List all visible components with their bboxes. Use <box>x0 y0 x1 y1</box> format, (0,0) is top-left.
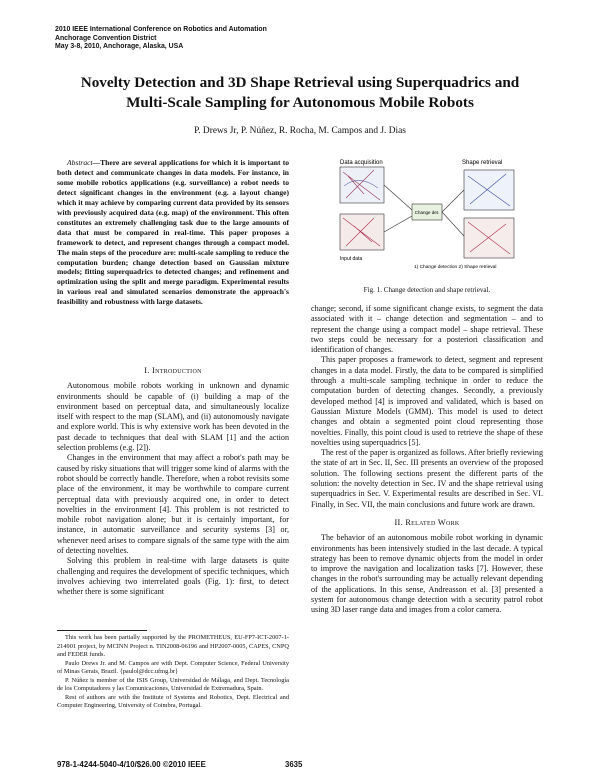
conference-header <box>55 26 267 52</box>
title-line-2: Multi-Scale Sampling for Autonomous Mobile Robots <box>126 94 474 111</box>
header-line-2: Anchorage Convention District <box>55 34 157 42</box>
footnote-4: Rest of authors are with the Institute of Systems and Robotics, Dept. Electrical and Computer Engineering, University of Coimbra, Portugal. <box>57 693 289 710</box>
footnote-1: This work has been partially supported by the PROMETHEUS, EU-FP7-ICT-2007-1-214901 project, by MCINN Project n. TIN2008-06196 and HP2007-0005, CAPES, CNPQ and FEDER funds. <box>57 634 289 659</box>
header-line-1: 2010 IEEE International Conference on Robotics and Automation <box>55 26 267 33</box>
right-paragraph-1: change; second, if some significant change exists, to segment the data associated with it – change detection and segmentation – and to represent the change using a compact model – shape retrieval. These two steps could be necessary for a posteriori classification and identification of changes. <box>311 304 543 355</box>
title-line-1: Novelty Detection and 3D Shape Retrieval using Superquadrics and <box>80 74 520 91</box>
abstract-text: —There are several applications for which it is important to both detect and communicate changes in data models. For instance, in some mobile robotics applications (e.g. surveillance) a robot needs to detect significant changes in the environment (e.g. a layout change) which it may achieve by comparing current data provided by its sensors with previously acquired data (e.g. map) of the environment. This often constitutes an extremely challenging task due to the large amounts of data that must be compared in real-time. This paper proposes a framework to detect, and represent changes through a compact model. The main steps of the procedure are: multi-scale sampling to reduce the computation burden; change detection based on Gaussian mixture models; fitting superquadrics to detected changes; and refinement and optimization using the split and merge paradigm. Experimental results in various real and simulated scenarios demonstrate the approach's feasibility and robustness with large datasets. <box>57 158 289 307</box>
intro-paragraph-2: Changes in the environment that may affect a robot's path may be caused by risky situations that will trigger some kind of alarms with the robot should be correctly handle. Therefore, when a robot revisits some place of the environment, it may be worthwhile to compare current perceptual data with previously acquired one, in order to detect novelties in the environment [4]. This problem is not restricted to mobile robot navigation alone; but it is certainly important, for instance, in automatic surveillance and security systems [3] or, whenever need arises to compare signals of the same type with the aim of detecting novelties. <box>57 453 289 556</box>
section-heading-introduction: I. Introduction <box>144 366 202 375</box>
fig-step-label: 1) Change detection 2) Shape retrieval <box>414 265 497 270</box>
footnote-2: Paulo Drews Jr. and M. Campos are with Dept. Computer Science, Federal University of Minas Gerais, Brazil. {paulol@dcc.ufmg.br} <box>57 659 289 676</box>
section-heading-related-work: II. Related Work <box>394 517 460 527</box>
footer-isbn: 978-1-4244-5040-4/10/$26.00 ©2010 IEEE <box>57 760 206 769</box>
intro-paragraph-1: Autonomous mobile robots working in unknown and dynamic environments should be capable of (i) building a map of the environment based on perceptual data, and simultaneously localize itself with respect to the map (SLAM), and (ii) autonomously navigate and explore world. This is why extensive work has been devoted in the past decade to techniques that deal with SLAM [1] and the action selection problems (e.g. [2]). <box>57 381 289 453</box>
footnote-3: P. Núñez is member of the ISIS Group, Universidad de Málaga, and Dept. Tecnología de los Computadores y las Comunicaciones, Universidad de Extremadura, Spain. <box>57 676 289 693</box>
abstract-label: Abstract <box>67 158 93 167</box>
right-paragraph-3: The rest of the paper is organized as follows. After briefly reviewing the state of art in Sec. II, Sec. III presents an overview of the proposed solution. The following sections present the different parts of the solution: the novelty detection in Sec. IV and the shape retrieval using superquadrics in Sec. V. Experimental results are described in Sec. VI. Finally, in Sec. VII, the main conclusions and future work are drawn. <box>311 448 543 509</box>
abstract <box>57 158 289 307</box>
figure-1-caption: Fig. 1. Change detection and shape retrieval. <box>363 286 491 294</box>
footnotes <box>57 630 289 711</box>
right-paragraph-2: This paper proposes a framework to detect, segment and represent changes in a data model. Firstly, the data to be compared is simplified through a multi-scale sampling technique in order to reduce the computation burden of detecting changes. Secondly, a previously developed method [4] is improved and validated, which is based on Gaussian Mixture Models (GMM). This model is used to detect changes and obtain a segmented point cloud representing those novelties. Finally, this point cloud is used to retrieve the shape of these novelties using superquadrics [5]. <box>311 355 543 447</box>
paper-title <box>40 73 560 113</box>
fig-box1-label: Data acquisition <box>340 160 383 166</box>
input-scan-image-2 <box>340 214 384 250</box>
fig-node-label: Change det. <box>414 210 440 215</box>
figure-1-diagram <box>334 156 524 274</box>
fig-box2-label: Shape retrieval <box>462 160 503 166</box>
right-column-body <box>311 304 543 616</box>
author-list: P. Drews Jr, P. Núñez, R. Rocha, M. Campos and J. Dias <box>194 126 406 136</box>
output-scan-image-1 <box>464 170 514 210</box>
related-work-paragraph-1: The behavior of an autonomous mobile robot working in dynamic environments has been intensively studied in the last decade. A typical strategy has been to remove dynamic objects from the model in order to improve the navigation and localization tasks [7]. However, these changes in the robot's surrounding may be actually relevant depending of the applications. In this sense, Andreasson et al. [3] presented a system for autonomous change detection with a security patrol robot using 3D laser range data and images from a color camera. <box>311 533 543 615</box>
intro-paragraph-3: Solving this problem in real-time with large datasets is quite challenging and requires the development of specific techniques, which involves achieving two interrelated goals (Fig. 1): first, to detect whether there is some significant <box>57 556 289 597</box>
header-line-3: May 3-8, 2010, Anchorage, Alaska, USA <box>55 43 184 51</box>
fig-input-label: Input data <box>340 256 363 262</box>
footnote-rule <box>57 630 147 631</box>
left-column-body <box>57 366 289 598</box>
footer-page-number: 3635 <box>285 760 303 769</box>
